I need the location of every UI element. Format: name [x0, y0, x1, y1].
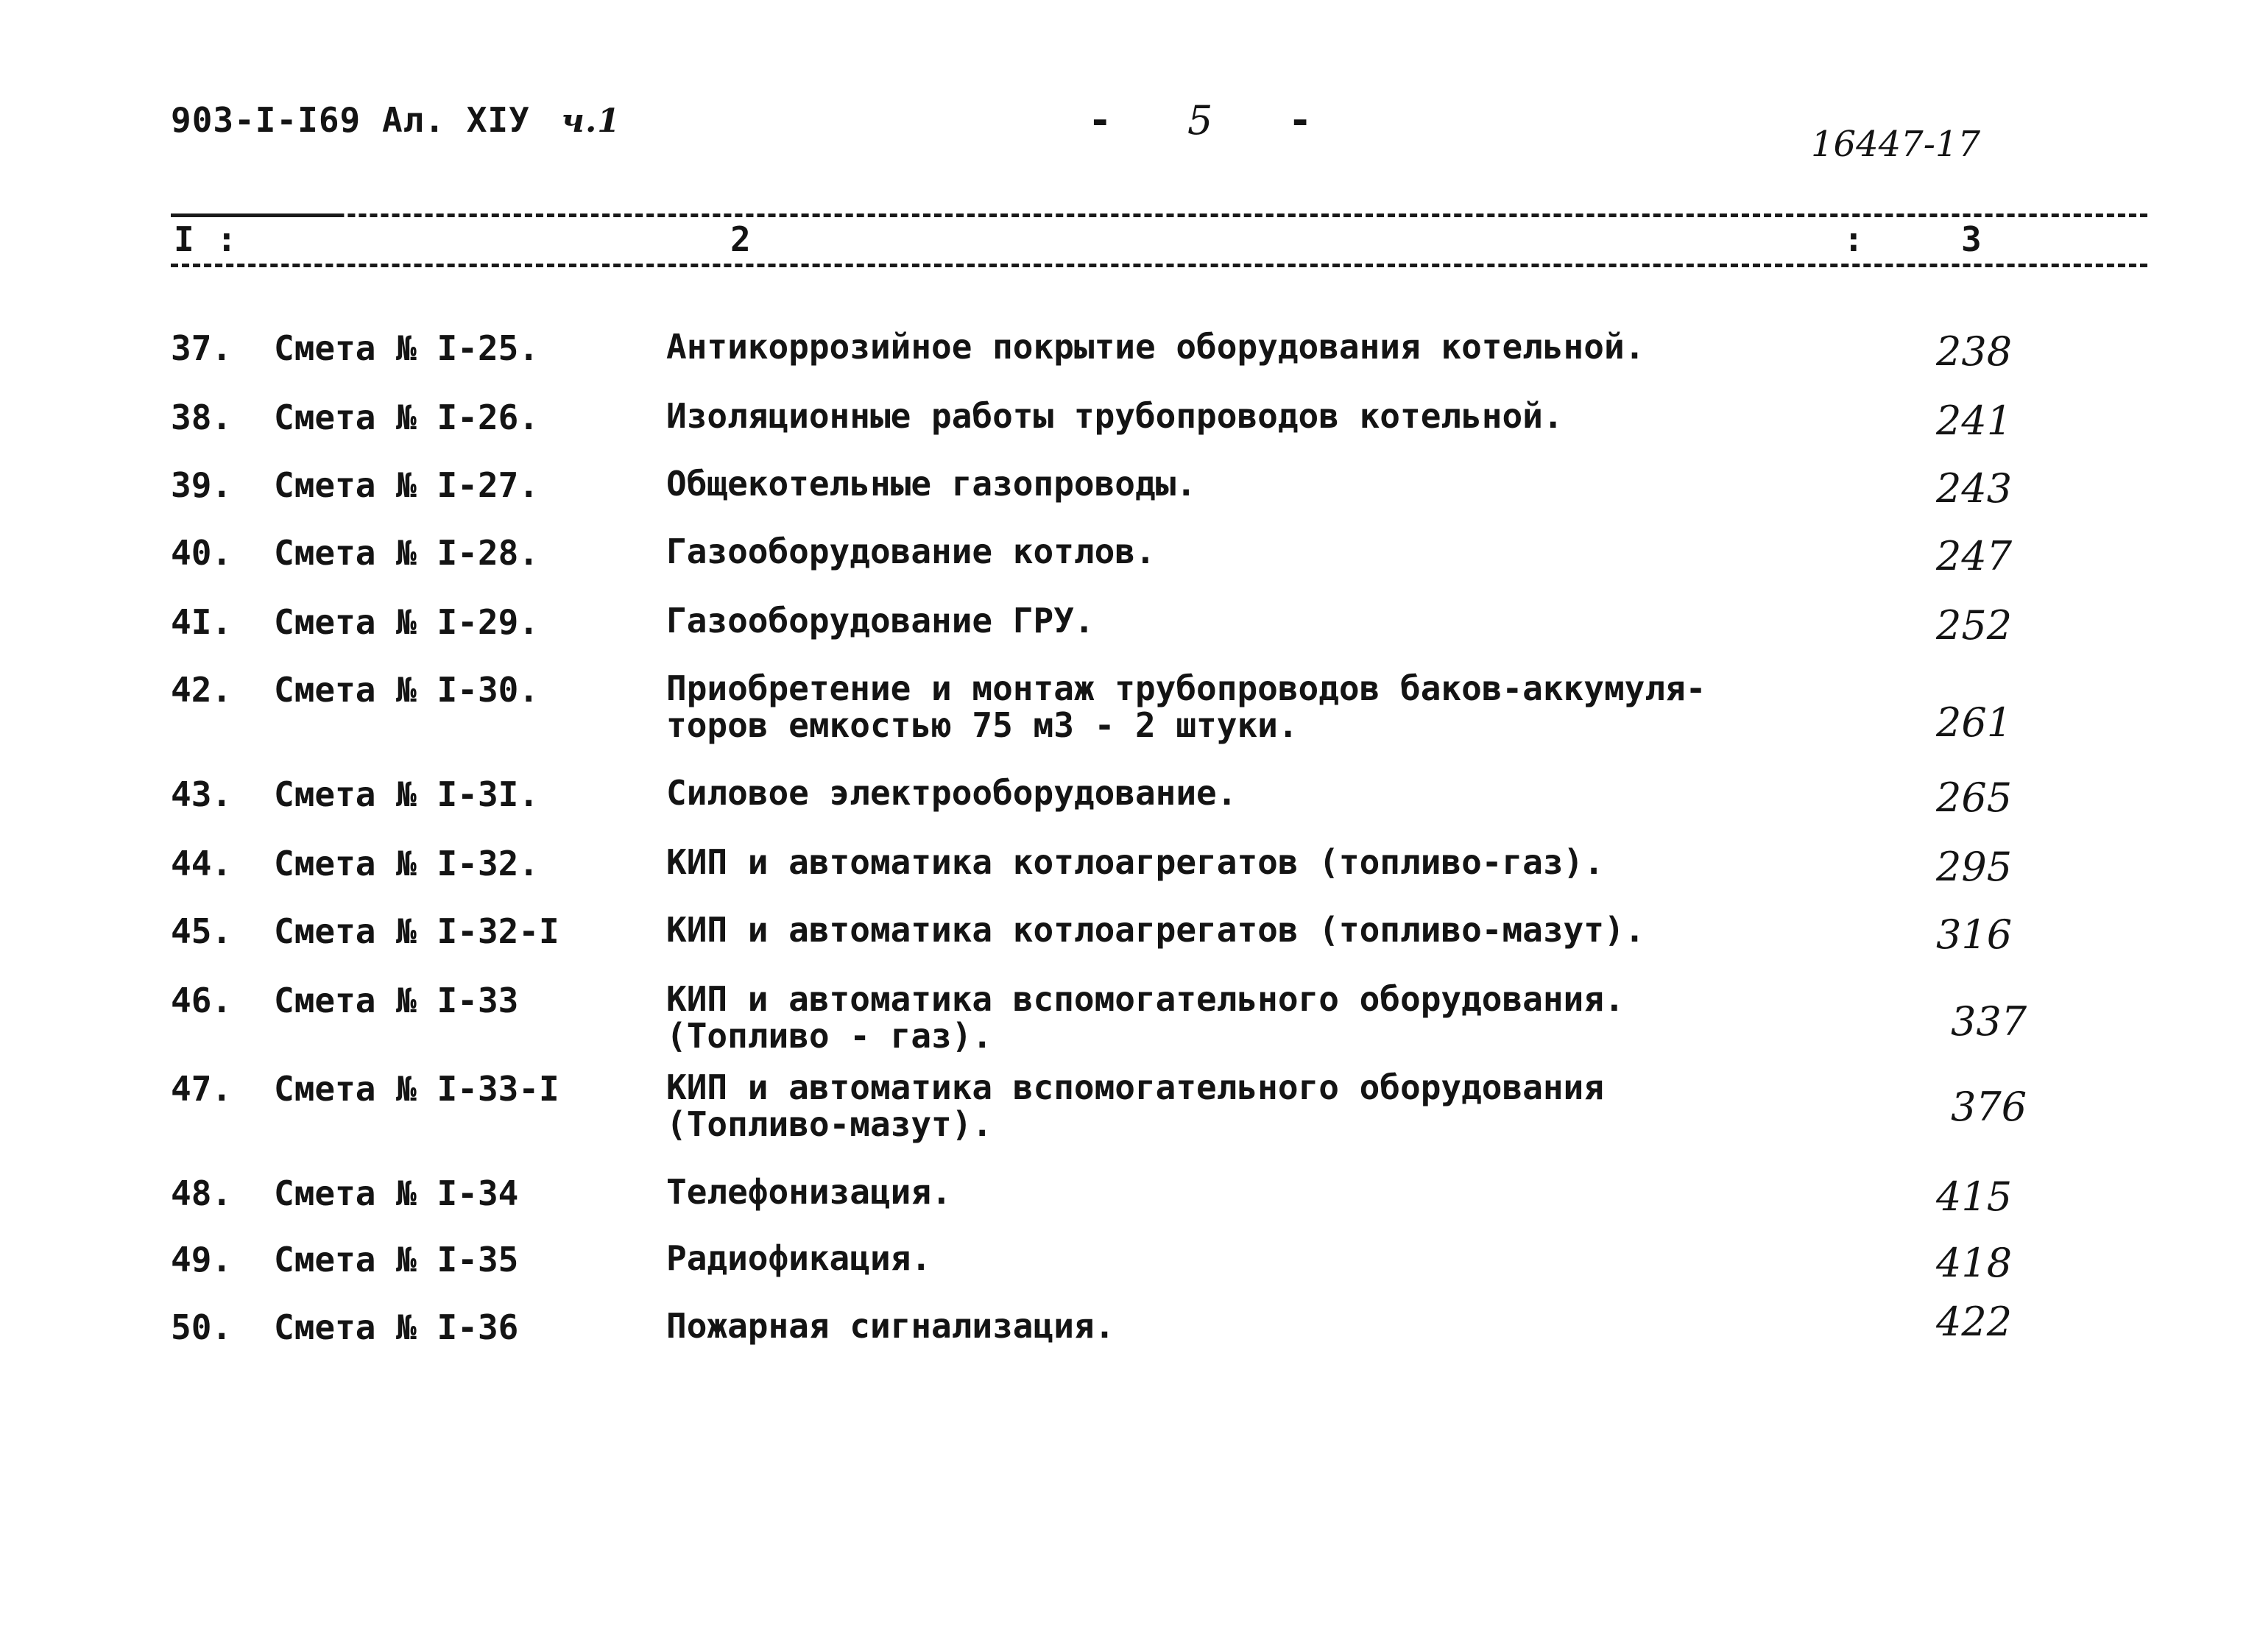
item-number: 44.: [171, 844, 233, 883]
item-description: Газооборудование котлов.: [666, 532, 1156, 571]
item-number: 38.: [171, 398, 233, 437]
item-page: 247: [1936, 533, 2013, 579]
part-annotation: ч.1: [561, 102, 621, 140]
item-label: Смета № I-26.: [274, 398, 540, 437]
item-description: Общекотельные газопроводы.: [666, 464, 1197, 504]
page-dash-right: -: [1288, 97, 1313, 144]
item-description: Силовое электрооборудование.: [666, 773, 1237, 813]
item-number: 39.: [171, 465, 233, 505]
item-page: 295: [1936, 844, 2013, 890]
item-description: КИП и автоматика вспомогательного оборудования (Топливо-мазут).: [666, 1067, 1604, 1144]
item-label: Смета № I-33: [274, 981, 519, 1020]
item-page: 265: [1936, 774, 2013, 821]
item-number: 50.: [171, 1307, 233, 1347]
item-label: Смета № I-34: [274, 1173, 519, 1213]
item-page: 422: [1936, 1299, 2013, 1345]
list-item: [0, 533, 2260, 577]
document-id: 16447-17: [1811, 124, 1980, 165]
page-number: [1088, 97, 1312, 144]
column-header-2: 2: [727, 219, 754, 259]
list-item: [0, 668, 2260, 746]
item-description: Приобретение и монтаж трубопроводов баков-аккумуля- торов емкостью 75 м3 - 2 штуки.: [666, 668, 1706, 745]
item-number: 46.: [171, 981, 233, 1020]
list-item: [0, 328, 2260, 373]
document-code: [171, 100, 621, 140]
page-dash-left: -: [1088, 97, 1112, 144]
item-page: 376: [1951, 1084, 2027, 1130]
item-label: Смета № I-3I.: [274, 774, 540, 814]
item-label: Смета № I-30.: [274, 670, 540, 710]
item-page: 238: [1936, 328, 2013, 375]
item-number: 45.: [171, 911, 233, 951]
column-header-1: I: [171, 219, 197, 259]
item-page: 337: [1951, 998, 2027, 1045]
item-page: 261: [1936, 699, 2013, 746]
album-label: Ал. XIУ: [381, 100, 530, 140]
item-number: 48.: [171, 1173, 233, 1213]
list-item: [0, 1173, 2260, 1218]
item-page: 316: [1936, 911, 2013, 958]
item-number: 37.: [171, 328, 233, 368]
list-item: [0, 911, 2260, 956]
code-number: 903-I-I69: [171, 100, 361, 140]
item-label: Смета № I-27.: [274, 465, 540, 505]
header-rule-bottom: [171, 264, 2147, 267]
item-number: 49.: [171, 1240, 233, 1279]
list-item: [0, 464, 2260, 512]
column-separator-1: :: [213, 219, 240, 259]
list-item: [0, 979, 2260, 1056]
column-separator-2: :: [1840, 219, 1867, 259]
item-page: 252: [1936, 602, 2013, 649]
item-description: КИП и автоматика котлоагрегатов (топливо-газ).: [666, 842, 1604, 882]
list-item: [0, 774, 2260, 819]
item-label: Смета № I-36: [274, 1307, 519, 1347]
list-item: [0, 1299, 2260, 1352]
item-page: 415: [1936, 1173, 2013, 1220]
item-description: Пожарная сигнализация.: [666, 1306, 1115, 1346]
item-label: Смета № I-29.: [274, 602, 540, 642]
list-item: [0, 1240, 2260, 1284]
item-label: Смета № I-25.: [274, 328, 540, 368]
item-number: 4I.: [171, 602, 233, 642]
item-label: Смета № I-32-I: [274, 911, 559, 951]
item-number: 43.: [171, 774, 233, 814]
item-label: Смета № I-28.: [274, 533, 540, 573]
list-item: [0, 844, 2260, 888]
item-description: Радиофикация.: [666, 1238, 932, 1278]
column-header-3: 3: [1958, 219, 1985, 259]
item-page: 243: [1936, 465, 2013, 512]
item-number: 40.: [171, 533, 233, 573]
item-description: КИП и автоматика вспомогательного оборудования. (Топливо - газ).: [666, 979, 1625, 1056]
item-number: 42.: [171, 670, 233, 710]
item-description: КИП и автоматика котлоагрегатов (топливо-мазут).: [666, 910, 1645, 950]
item-description: Изоляционные работы трубопроводов котельной.: [666, 396, 1564, 436]
item-label: Смета № I-32.: [274, 844, 540, 883]
item-label: Смета № I-35: [274, 1240, 519, 1279]
item-label: Смета № I-33-I: [274, 1069, 559, 1109]
list-item: [0, 1067, 2260, 1144]
item-description: Антикоррозийное покрытие оборудования котельной.: [666, 327, 1645, 367]
list-item: [0, 398, 2260, 442]
item-page: 241: [1936, 398, 2013, 444]
header-rule-top: [171, 213, 2147, 217]
item-description: Газооборудование ГРУ.: [666, 601, 1095, 640]
item-description: Телефонизация.: [666, 1172, 952, 1212]
list-item: [0, 601, 2260, 649]
item-number: 47.: [171, 1069, 233, 1109]
page-number-value: 5: [1187, 97, 1213, 144]
item-page: 418: [1936, 1240, 2013, 1286]
